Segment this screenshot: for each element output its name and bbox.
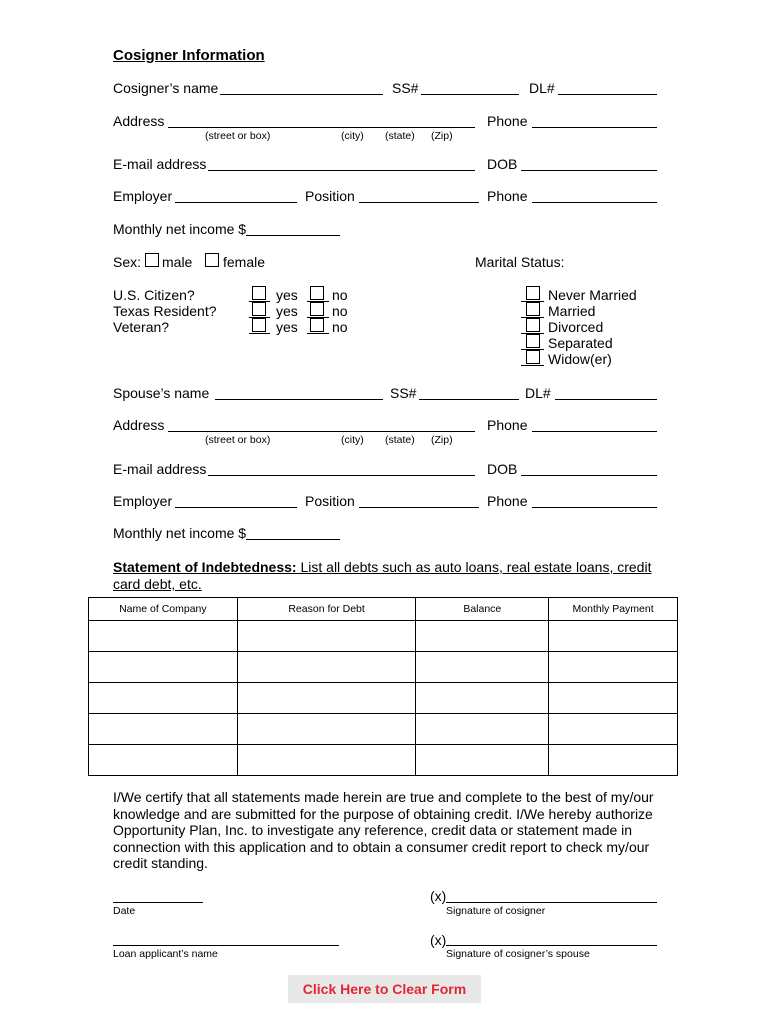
veteran-yes-checkbox[interactable] bbox=[252, 318, 266, 332]
spouse-phone-field[interactable] bbox=[532, 431, 657, 432]
cosigner-name-label: Cosigner’s name bbox=[113, 80, 219, 96]
clear-form-button[interactable]: Click Here to Clear Form bbox=[288, 975, 481, 1003]
applicant-name-field[interactable] bbox=[113, 945, 339, 946]
male-checkbox[interactable] bbox=[145, 253, 159, 267]
cosigner-position-label: Position bbox=[305, 188, 355, 204]
never-married-checkbox[interactable] bbox=[526, 286, 540, 300]
veteran-question: Veteran? bbox=[113, 319, 170, 335]
cosigner-email-field[interactable] bbox=[208, 170, 475, 171]
date-field[interactable] bbox=[113, 902, 203, 903]
table-row bbox=[89, 652, 678, 683]
citizen-no-checkbox[interactable] bbox=[310, 286, 324, 300]
table-row bbox=[89, 621, 678, 652]
veteran-yes-label: yes bbox=[276, 319, 298, 335]
citizen-yes-label: yes bbox=[276, 287, 298, 303]
table-cell[interactable] bbox=[89, 745, 238, 776]
table-cell[interactable] bbox=[549, 652, 678, 683]
cosigner-dob-field[interactable] bbox=[521, 170, 657, 171]
statement-text: List all debts such as auto loans, real estate loans, credit bbox=[296, 559, 652, 575]
cosigner-employer-field[interactable] bbox=[175, 202, 297, 203]
table-cell[interactable] bbox=[89, 714, 238, 745]
veteran-no-label: no bbox=[332, 319, 348, 335]
spouse-signature-field[interactable] bbox=[446, 945, 657, 946]
statement-line-2: card debt, etc. bbox=[113, 576, 202, 592]
spouse-phone2-label: Phone bbox=[487, 493, 528, 509]
cosigner-signature-label: Signature of cosigner bbox=[446, 905, 546, 917]
citizen-yes-checkbox[interactable] bbox=[252, 286, 266, 300]
table-cell[interactable] bbox=[549, 745, 678, 776]
female-checkbox[interactable] bbox=[205, 253, 219, 267]
street-hint: (street or box) bbox=[205, 130, 271, 142]
female-label: female bbox=[223, 254, 266, 270]
cosigner-phone2-field[interactable] bbox=[532, 202, 657, 203]
cosigner-dl-label: DL# bbox=[529, 80, 555, 96]
spouse-dl-field[interactable] bbox=[555, 399, 657, 400]
divorced-label: Divorced bbox=[548, 319, 604, 335]
spouse-dob-label: DOB bbox=[487, 461, 518, 477]
cosigner-income-label: Monthly net income $ bbox=[113, 221, 247, 237]
spouse-employer-label: Employer bbox=[113, 493, 173, 509]
spouse-name-field[interactable] bbox=[215, 399, 383, 400]
city-hint: (city) bbox=[341, 434, 364, 446]
statement-line-1 bbox=[113, 559, 651, 575]
no-underline bbox=[307, 333, 329, 334]
cosigner-phone-label: Phone bbox=[487, 113, 528, 129]
table-row bbox=[89, 714, 678, 745]
page-title: Cosigner Information bbox=[113, 47, 265, 64]
certification-text: I/We certify that all statements made herein are true and complete to the best of my/our knowledge and are submitted for the purpose of obtaining credit. I/We hereby authorize Opportunity Plan, Inc. to investigate any reference, credit data or statement made in connection with this application and to obtain a consumer credit report to check my/our credit standing. bbox=[113, 789, 654, 871]
spouse-address-field[interactable] bbox=[168, 431, 475, 432]
married-label: Married bbox=[548, 303, 596, 319]
cosigner-signature-field[interactable] bbox=[446, 902, 657, 903]
cosigner-dl-field[interactable] bbox=[558, 94, 657, 95]
separated-checkbox[interactable] bbox=[526, 334, 540, 348]
marital-status-label: Marital Status: bbox=[475, 254, 565, 270]
never-married-label: Never Married bbox=[548, 287, 637, 303]
cosigner-name-field[interactable] bbox=[220, 94, 383, 95]
separated-label: Separated bbox=[548, 335, 613, 351]
married-checkbox[interactable] bbox=[526, 302, 540, 316]
table-cell[interactable] bbox=[416, 745, 549, 776]
cosigner-dob-label: DOB bbox=[487, 156, 518, 172]
cosigner-ss-field[interactable] bbox=[421, 94, 519, 95]
table-row bbox=[89, 683, 678, 714]
table-cell[interactable] bbox=[237, 683, 416, 714]
cosigner-position-field[interactable] bbox=[359, 202, 479, 203]
table-cell[interactable] bbox=[416, 714, 549, 745]
table-cell[interactable] bbox=[237, 714, 416, 745]
resident-yes-checkbox[interactable] bbox=[252, 302, 266, 316]
spouse-position-label: Position bbox=[305, 493, 355, 509]
spouse-signature-label: Signature of cosigner’s spouse bbox=[446, 948, 590, 960]
resident-question: Texas Resident? bbox=[113, 303, 217, 319]
spouse-email-label: E-mail address bbox=[113, 461, 207, 477]
state-hint: (state) bbox=[385, 434, 415, 446]
cosigner-income-field[interactable] bbox=[246, 235, 340, 236]
cosigner-address-field[interactable] bbox=[168, 127, 475, 128]
cosigner-ss-label: SS# bbox=[392, 80, 419, 96]
cosigner-phone-field[interactable] bbox=[532, 127, 657, 128]
widow-checkbox[interactable] bbox=[526, 350, 540, 364]
city-hint: (city) bbox=[341, 130, 364, 142]
table-cell[interactable] bbox=[416, 683, 549, 714]
table-cell[interactable] bbox=[89, 652, 238, 683]
spouse-position-field[interactable] bbox=[359, 507, 479, 508]
spouse-income-field[interactable] bbox=[246, 539, 340, 540]
table-cell[interactable] bbox=[416, 652, 549, 683]
resident-no-label: no bbox=[332, 303, 348, 319]
col-company: Name of Company bbox=[89, 598, 238, 621]
veteran-no-checkbox[interactable] bbox=[310, 318, 324, 332]
spouse-dob-field[interactable] bbox=[521, 475, 657, 476]
table-header-row bbox=[89, 598, 678, 621]
spouse-income-label: Monthly net income $ bbox=[113, 525, 247, 541]
table-cell[interactable] bbox=[89, 621, 238, 652]
spouse-x-mark: (x) bbox=[430, 932, 447, 948]
statement-heading: Statement of Indebtedness: bbox=[113, 559, 297, 575]
zip-hint: (Zip) bbox=[431, 130, 453, 142]
spouse-address-label: Address bbox=[113, 417, 165, 433]
table-cell[interactable] bbox=[237, 621, 416, 652]
cosigner-x-mark: (x) bbox=[430, 888, 447, 904]
spouse-dl-label: DL# bbox=[525, 385, 551, 401]
state-hint: (state) bbox=[385, 130, 415, 142]
spouse-name-label: Spouse’s name bbox=[113, 385, 210, 401]
resident-no-checkbox[interactable] bbox=[310, 302, 324, 316]
resident-yes-label: yes bbox=[276, 303, 298, 319]
male-label: male bbox=[162, 254, 193, 270]
cosigner-employer-label: Employer bbox=[113, 188, 173, 204]
cosigner-phone2-label: Phone bbox=[487, 188, 528, 204]
spouse-ss-field[interactable] bbox=[419, 399, 519, 400]
spouse-ss-label: SS# bbox=[390, 385, 417, 401]
col-reason: Reason for Debt bbox=[237, 598, 416, 621]
col-balance: Balance bbox=[416, 598, 549, 621]
widow-label: Widow(er) bbox=[548, 351, 612, 367]
spouse-phone-label: Phone bbox=[487, 417, 528, 433]
sex-label: Sex: bbox=[113, 254, 142, 270]
date-label: Date bbox=[113, 905, 136, 917]
yes-underline bbox=[249, 333, 270, 334]
zip-hint: (Zip) bbox=[431, 434, 453, 446]
spouse-employer-field[interactable] bbox=[175, 507, 297, 508]
spouse-phone2-field[interactable] bbox=[532, 507, 657, 508]
table-cell[interactable] bbox=[549, 683, 678, 714]
citizen-no-label: no bbox=[332, 287, 348, 303]
table-cell[interactable] bbox=[237, 745, 416, 776]
table-cell[interactable] bbox=[549, 714, 678, 745]
marital-underline bbox=[521, 365, 544, 366]
col-monthly-payment: Monthly Payment bbox=[549, 598, 678, 621]
table-cell[interactable] bbox=[89, 683, 238, 714]
cosigner-address-label: Address bbox=[113, 113, 165, 129]
spouse-email-field[interactable] bbox=[208, 475, 475, 476]
table-cell[interactable] bbox=[549, 621, 678, 652]
table-row bbox=[89, 745, 678, 776]
table-cell[interactable] bbox=[237, 652, 416, 683]
debt-table bbox=[88, 597, 678, 776]
applicant-name-label: Loan applicant’s name bbox=[113, 948, 218, 960]
street-hint: (street or box) bbox=[205, 434, 271, 446]
divorced-checkbox[interactable] bbox=[526, 318, 540, 332]
citizen-question: U.S. Citizen? bbox=[113, 287, 195, 303]
cosigner-email-label: E-mail address bbox=[113, 156, 207, 172]
table-cell[interactable] bbox=[416, 621, 549, 652]
